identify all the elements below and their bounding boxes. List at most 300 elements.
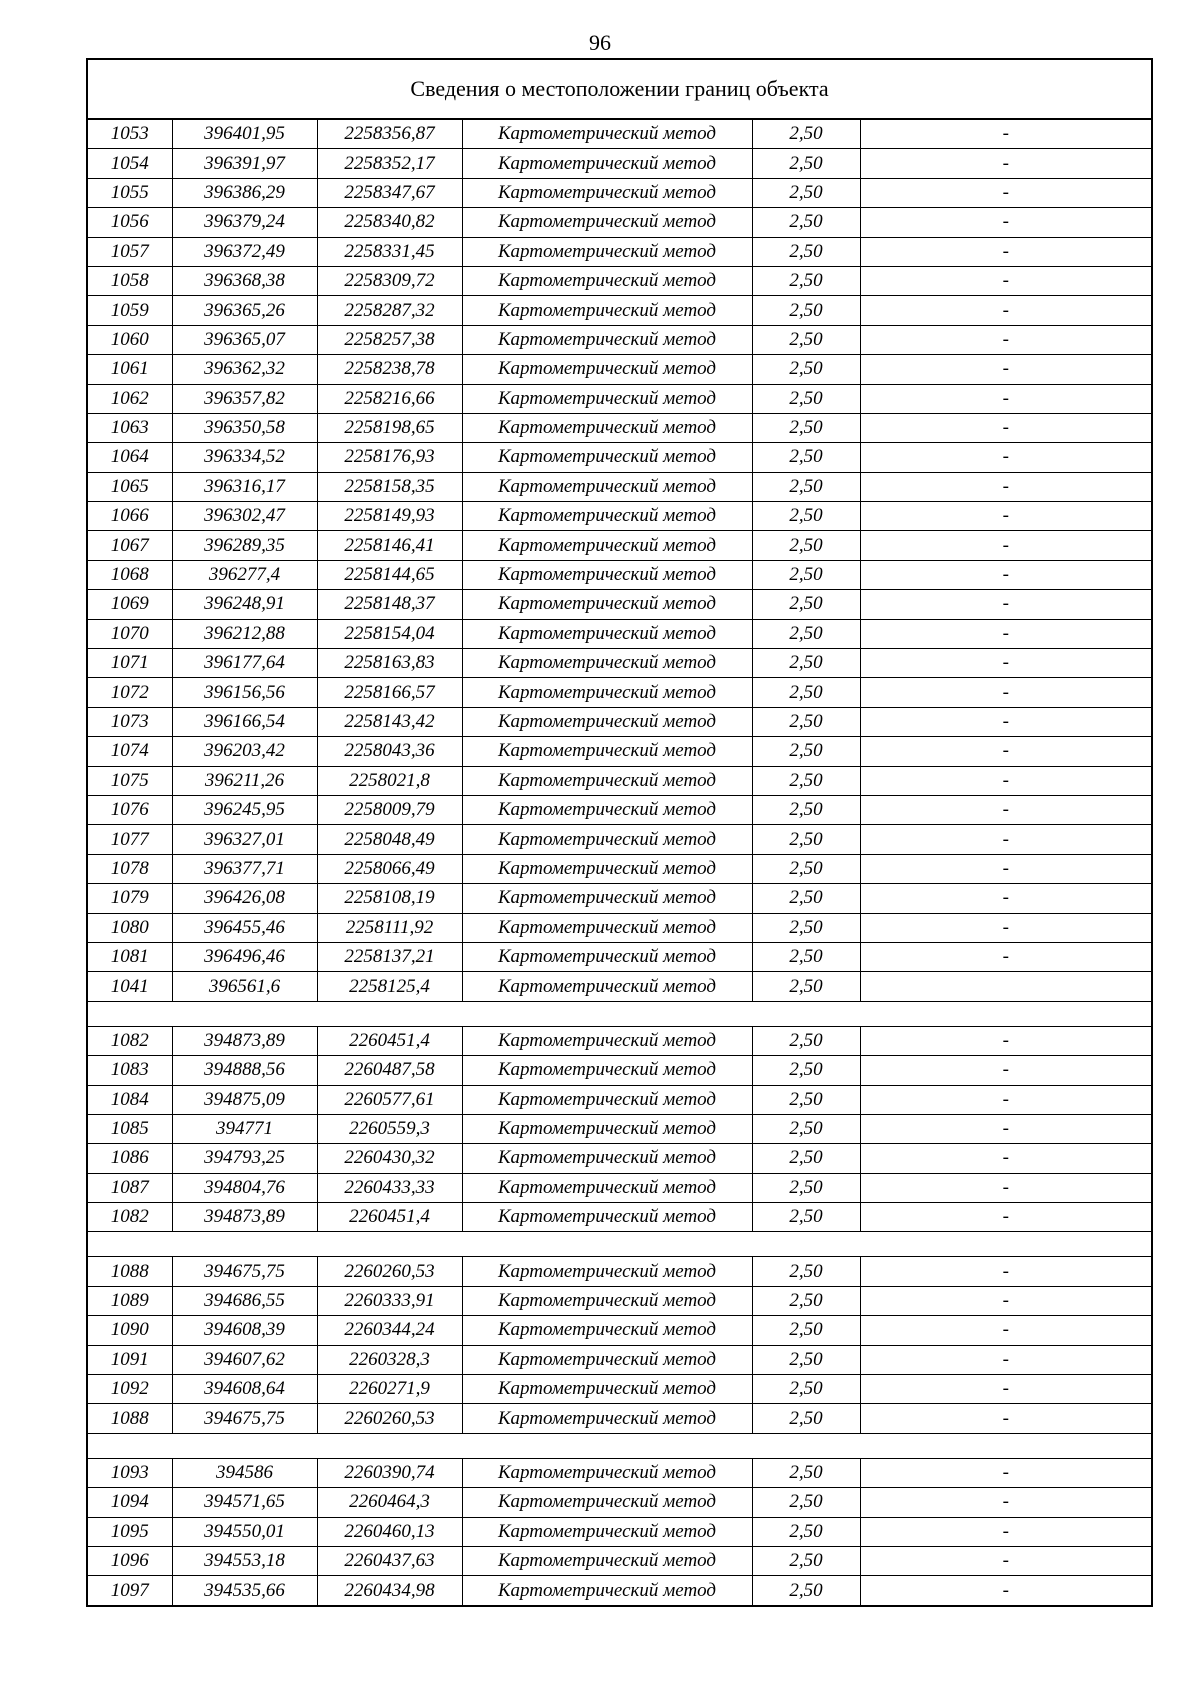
- precision-cell: 2,50: [752, 972, 860, 1001]
- table-row: [87, 1316, 1152, 1345]
- description-cell: -: [860, 413, 1152, 442]
- description-cell: -: [860, 237, 1152, 266]
- precision-cell: 2,50: [752, 472, 860, 501]
- y-coordinate-cell: 2260559,3: [317, 1114, 462, 1143]
- description-cell: -: [860, 707, 1152, 736]
- point-number-cell: 1057: [87, 237, 172, 266]
- x-coordinate-cell: 394873,89: [172, 1026, 317, 1055]
- point-number-cell: 1061: [87, 355, 172, 384]
- table-row: [87, 1257, 1152, 1286]
- y-coordinate-cell: 2258356,87: [317, 119, 462, 149]
- y-coordinate-cell: 2258125,4: [317, 972, 462, 1001]
- table-row: [87, 1345, 1152, 1374]
- method-cell: Картометрический метод: [462, 972, 752, 1001]
- table-row: [87, 649, 1152, 678]
- group-separator-row: [87, 1433, 1152, 1458]
- precision-cell: 2,50: [752, 1546, 860, 1575]
- point-number-cell: 1083: [87, 1056, 172, 1085]
- y-coordinate-cell: 2260430,32: [317, 1144, 462, 1173]
- precision-cell: 2,50: [752, 942, 860, 971]
- table-title-row: [87, 59, 1152, 119]
- description-cell: -: [860, 1026, 1152, 1055]
- method-cell: Картометрический метод: [462, 1345, 752, 1374]
- point-number-cell: 1064: [87, 443, 172, 472]
- point-number-cell: 1075: [87, 766, 172, 795]
- precision-cell: 2,50: [752, 707, 860, 736]
- description-cell: -: [860, 384, 1152, 413]
- y-coordinate-cell: 2258137,21: [317, 942, 462, 971]
- description-cell: -: [860, 649, 1152, 678]
- point-number-cell: 1073: [87, 707, 172, 736]
- table-row: [87, 384, 1152, 413]
- point-number-cell: 1063: [87, 413, 172, 442]
- description-cell: -: [860, 560, 1152, 589]
- description-cell: -: [860, 325, 1152, 354]
- x-coordinate-cell: 396166,54: [172, 707, 317, 736]
- point-number-cell: 1041: [87, 972, 172, 1001]
- y-coordinate-cell: 2260487,58: [317, 1056, 462, 1085]
- y-coordinate-cell: 2258043,36: [317, 737, 462, 766]
- x-coordinate-cell: 396362,32: [172, 355, 317, 384]
- description-cell: -: [860, 678, 1152, 707]
- point-number-cell: 1095: [87, 1517, 172, 1546]
- description-cell: -: [860, 1488, 1152, 1517]
- x-coordinate-cell: 394675,75: [172, 1404, 317, 1433]
- precision-cell: 2,50: [752, 913, 860, 942]
- method-cell: Картометрический метод: [462, 737, 752, 766]
- y-coordinate-cell: 2258108,19: [317, 884, 462, 913]
- description-cell: -: [860, 1546, 1152, 1575]
- y-coordinate-cell: 2260451,4: [317, 1203, 462, 1232]
- description-cell: -: [860, 208, 1152, 237]
- point-number-cell: 1069: [87, 590, 172, 619]
- page-number: 96: [589, 30, 611, 55]
- x-coordinate-cell: 396365,07: [172, 325, 317, 354]
- y-coordinate-cell: 2258048,49: [317, 825, 462, 854]
- description-cell: -: [860, 619, 1152, 648]
- table-row: [87, 795, 1152, 824]
- description-cell: -: [860, 1286, 1152, 1315]
- table-row: [87, 472, 1152, 501]
- table-row: [87, 1286, 1152, 1315]
- point-number-cell: 1078: [87, 854, 172, 883]
- point-number-cell: 1058: [87, 266, 172, 295]
- x-coordinate-cell: 396248,91: [172, 590, 317, 619]
- y-coordinate-cell: 2258143,42: [317, 707, 462, 736]
- table-row: [87, 1173, 1152, 1202]
- y-coordinate-cell: 2258352,17: [317, 149, 462, 178]
- table-row: [87, 766, 1152, 795]
- description-cell: -: [860, 1056, 1152, 1085]
- x-coordinate-cell: 396401,95: [172, 119, 317, 149]
- method-cell: Картометрический метод: [462, 619, 752, 648]
- point-number-cell: 1077: [87, 825, 172, 854]
- table-row: [87, 884, 1152, 913]
- precision-cell: 2,50: [752, 237, 860, 266]
- method-cell: Картометрический метод: [462, 502, 752, 531]
- table-row: [87, 413, 1152, 442]
- point-number-cell: 1076: [87, 795, 172, 824]
- precision-cell: 2,50: [752, 590, 860, 619]
- method-cell: Картометрический метод: [462, 1026, 752, 1055]
- description-cell: -: [860, 825, 1152, 854]
- group-separator-row: [87, 1232, 1152, 1257]
- y-coordinate-cell: 2260390,74: [317, 1458, 462, 1487]
- point-number-cell: 1081: [87, 942, 172, 971]
- table-row: [87, 590, 1152, 619]
- method-cell: Картометрический метод: [462, 413, 752, 442]
- point-number-cell: 1056: [87, 208, 172, 237]
- method-cell: Картометрический метод: [462, 531, 752, 560]
- table-row: [87, 119, 1152, 149]
- method-cell: Картометрический метод: [462, 178, 752, 207]
- method-cell: Картометрический метод: [462, 325, 752, 354]
- point-number-cell: 1091: [87, 1345, 172, 1374]
- x-coordinate-cell: 396212,88: [172, 619, 317, 648]
- x-coordinate-cell: 396177,64: [172, 649, 317, 678]
- x-coordinate-cell: 394873,89: [172, 1203, 317, 1232]
- precision-cell: 2,50: [752, 1576, 860, 1606]
- description-cell: -: [860, 884, 1152, 913]
- table-row: [87, 1056, 1152, 1085]
- precision-cell: 2,50: [752, 1286, 860, 1315]
- x-coordinate-cell: 396377,71: [172, 854, 317, 883]
- method-cell: Картометрический метод: [462, 472, 752, 501]
- description-cell: -: [860, 1257, 1152, 1286]
- description-cell: -: [860, 942, 1152, 971]
- x-coordinate-cell: 394875,09: [172, 1085, 317, 1114]
- x-coordinate-cell: 396350,58: [172, 413, 317, 442]
- precision-cell: 2,50: [752, 1056, 860, 1085]
- method-cell: Картометрический метод: [462, 1173, 752, 1202]
- table-row: [87, 149, 1152, 178]
- description-cell: -: [860, 913, 1152, 942]
- point-number-cell: 1068: [87, 560, 172, 589]
- y-coordinate-cell: 2258238,78: [317, 355, 462, 384]
- method-cell: Картометрический метод: [462, 1576, 752, 1606]
- x-coordinate-cell: 394608,39: [172, 1316, 317, 1345]
- y-coordinate-cell: 2260260,53: [317, 1257, 462, 1286]
- table-row: [87, 1144, 1152, 1173]
- point-number-cell: 1070: [87, 619, 172, 648]
- description-cell: -: [860, 1576, 1152, 1606]
- method-cell: Картометрический метод: [462, 913, 752, 942]
- table-row: [87, 825, 1152, 854]
- method-cell: Картометрический метод: [462, 795, 752, 824]
- x-coordinate-cell: 394586: [172, 1458, 317, 1487]
- description-cell: -: [860, 149, 1152, 178]
- point-number-cell: 1089: [87, 1286, 172, 1315]
- y-coordinate-cell: 2258149,93: [317, 502, 462, 531]
- precision-cell: 2,50: [752, 1345, 860, 1374]
- description-cell: -: [860, 1203, 1152, 1232]
- table-row: [87, 854, 1152, 883]
- x-coordinate-cell: 394888,56: [172, 1056, 317, 1085]
- precision-cell: 2,50: [752, 1026, 860, 1055]
- description-cell: -: [860, 472, 1152, 501]
- table-row: [87, 1375, 1152, 1404]
- y-coordinate-cell: 2258146,41: [317, 531, 462, 560]
- y-coordinate-cell: 2260271,9: [317, 1375, 462, 1404]
- y-coordinate-cell: 2258163,83: [317, 649, 462, 678]
- x-coordinate-cell: 394553,18: [172, 1546, 317, 1575]
- x-coordinate-cell: 396357,82: [172, 384, 317, 413]
- precision-cell: 2,50: [752, 884, 860, 913]
- point-number-cell: 1082: [87, 1203, 172, 1232]
- x-coordinate-cell: 396156,56: [172, 678, 317, 707]
- method-cell: Картометрический метод: [462, 590, 752, 619]
- y-coordinate-cell: 2258340,82: [317, 208, 462, 237]
- y-coordinate-cell: 2258144,65: [317, 560, 462, 589]
- method-cell: Картометрический метод: [462, 355, 752, 384]
- table-row: [87, 296, 1152, 325]
- table-row: [87, 325, 1152, 354]
- method-cell: Картометрический метод: [462, 1056, 752, 1085]
- table-body: [87, 59, 1152, 1606]
- method-cell: Картометрический метод: [462, 1546, 752, 1575]
- table-row: [87, 1458, 1152, 1487]
- y-coordinate-cell: 2258257,38: [317, 325, 462, 354]
- description-cell: -: [860, 1375, 1152, 1404]
- precision-cell: 2,50: [752, 119, 860, 149]
- y-coordinate-cell: 2260333,91: [317, 1286, 462, 1315]
- point-number-cell: 1055: [87, 178, 172, 207]
- y-coordinate-cell: 2258111,92: [317, 913, 462, 942]
- x-coordinate-cell: 394771: [172, 1114, 317, 1143]
- x-coordinate-cell: 396211,26: [172, 766, 317, 795]
- y-coordinate-cell: 2260460,13: [317, 1517, 462, 1546]
- point-number-cell: 1080: [87, 913, 172, 942]
- y-coordinate-cell: 2258009,79: [317, 795, 462, 824]
- y-coordinate-cell: 2260437,63: [317, 1546, 462, 1575]
- method-cell: Картометрический метод: [462, 825, 752, 854]
- x-coordinate-cell: 396455,46: [172, 913, 317, 942]
- point-number-cell: 1090: [87, 1316, 172, 1345]
- point-number-cell: 1094: [87, 1488, 172, 1517]
- description-cell: -: [860, 502, 1152, 531]
- precision-cell: 2,50: [752, 296, 860, 325]
- group-separator-row: [87, 1001, 1152, 1026]
- x-coordinate-cell: 396379,24: [172, 208, 317, 237]
- table-row: [87, 178, 1152, 207]
- table-row: [87, 1026, 1152, 1055]
- table-row: [87, 737, 1152, 766]
- precision-cell: 2,50: [752, 1488, 860, 1517]
- description-cell: -: [860, 178, 1152, 207]
- table-row: [87, 1114, 1152, 1143]
- method-cell: Картометрический метод: [462, 296, 752, 325]
- description-cell: -: [860, 1345, 1152, 1374]
- precision-cell: 2,50: [752, 355, 860, 384]
- table-row: [87, 443, 1152, 472]
- precision-cell: 2,50: [752, 1114, 860, 1143]
- description-cell: -: [860, 795, 1152, 824]
- precision-cell: 2,50: [752, 1203, 860, 1232]
- method-cell: Картометрический метод: [462, 384, 752, 413]
- x-coordinate-cell: 394686,55: [172, 1286, 317, 1315]
- description-cell: -: [860, 266, 1152, 295]
- precision-cell: 2,50: [752, 1085, 860, 1114]
- boundary-coordinates-table: [86, 58, 1153, 1607]
- separator-cell: [87, 1001, 1152, 1026]
- point-number-cell: 1096: [87, 1546, 172, 1575]
- point-number-cell: 1082: [87, 1026, 172, 1055]
- point-number-cell: 1066: [87, 502, 172, 531]
- precision-cell: 2,50: [752, 825, 860, 854]
- x-coordinate-cell: 396245,95: [172, 795, 317, 824]
- y-coordinate-cell: 2258198,65: [317, 413, 462, 442]
- y-coordinate-cell: 2258166,57: [317, 678, 462, 707]
- x-coordinate-cell: 396203,42: [172, 737, 317, 766]
- x-coordinate-cell: 396316,17: [172, 472, 317, 501]
- table-row: [87, 531, 1152, 560]
- y-coordinate-cell: 2260451,4: [317, 1026, 462, 1055]
- description-cell: -: [860, 737, 1152, 766]
- point-number-cell: 1084: [87, 1085, 172, 1114]
- precision-cell: 2,50: [752, 1257, 860, 1286]
- x-coordinate-cell: 396334,52: [172, 443, 317, 472]
- table-row: [87, 1517, 1152, 1546]
- y-coordinate-cell: 2258176,93: [317, 443, 462, 472]
- table-row: [87, 502, 1152, 531]
- description-cell: [860, 972, 1152, 1001]
- y-coordinate-cell: 2258158,35: [317, 472, 462, 501]
- precision-cell: 2,50: [752, 413, 860, 442]
- x-coordinate-cell: 394608,64: [172, 1375, 317, 1404]
- description-cell: -: [860, 854, 1152, 883]
- precision-cell: 2,50: [752, 795, 860, 824]
- table-row: [87, 913, 1152, 942]
- point-number-cell: 1079: [87, 884, 172, 913]
- point-number-cell: 1093: [87, 1458, 172, 1487]
- y-coordinate-cell: 2260328,3: [317, 1345, 462, 1374]
- method-cell: Картометрический метод: [462, 649, 752, 678]
- method-cell: Картометрический метод: [462, 1517, 752, 1546]
- method-cell: Картометрический метод: [462, 854, 752, 883]
- precision-cell: 2,50: [752, 560, 860, 589]
- y-coordinate-cell: 2258216,66: [317, 384, 462, 413]
- description-cell: -: [860, 590, 1152, 619]
- table-row: [87, 1488, 1152, 1517]
- method-cell: Картометрический метод: [462, 149, 752, 178]
- description-cell: -: [860, 1085, 1152, 1114]
- x-coordinate-cell: 396277,4: [172, 560, 317, 589]
- x-coordinate-cell: 394571,65: [172, 1488, 317, 1517]
- x-coordinate-cell: 396327,01: [172, 825, 317, 854]
- method-cell: Картометрический метод: [462, 266, 752, 295]
- method-cell: Картометрический метод: [462, 1085, 752, 1114]
- y-coordinate-cell: 2258154,04: [317, 619, 462, 648]
- point-number-cell: 1054: [87, 149, 172, 178]
- precision-cell: 2,50: [752, 178, 860, 207]
- precision-cell: 2,50: [752, 1144, 860, 1173]
- precision-cell: 2,50: [752, 649, 860, 678]
- y-coordinate-cell: 2260260,53: [317, 1404, 462, 1433]
- y-coordinate-cell: 2260344,24: [317, 1316, 462, 1345]
- precision-cell: 2,50: [752, 1458, 860, 1487]
- table-row: [87, 266, 1152, 295]
- table-row: [87, 1085, 1152, 1114]
- point-number-cell: 1072: [87, 678, 172, 707]
- precision-cell: 2,50: [752, 502, 860, 531]
- x-coordinate-cell: 396289,35: [172, 531, 317, 560]
- table-row: [87, 707, 1152, 736]
- description-cell: -: [860, 119, 1152, 149]
- precision-cell: 2,50: [752, 766, 860, 795]
- description-cell: -: [860, 443, 1152, 472]
- y-coordinate-cell: 2258021,8: [317, 766, 462, 795]
- x-coordinate-cell: 394804,76: [172, 1173, 317, 1202]
- point-number-cell: 1074: [87, 737, 172, 766]
- method-cell: Картометрический метод: [462, 443, 752, 472]
- point-number-cell: 1092: [87, 1375, 172, 1404]
- point-number-cell: 1088: [87, 1257, 172, 1286]
- y-coordinate-cell: 2258309,72: [317, 266, 462, 295]
- table-title: Сведения о местоположении границ объекта: [87, 59, 1152, 119]
- description-cell: -: [860, 1144, 1152, 1173]
- point-number-cell: 1062: [87, 384, 172, 413]
- table-row: [87, 560, 1152, 589]
- method-cell: Картометрический метод: [462, 1203, 752, 1232]
- x-coordinate-cell: 394550,01: [172, 1517, 317, 1546]
- x-coordinate-cell: 394535,66: [172, 1576, 317, 1606]
- y-coordinate-cell: 2260434,98: [317, 1576, 462, 1606]
- precision-cell: 2,50: [752, 737, 860, 766]
- table-row: [87, 208, 1152, 237]
- description-cell: -: [860, 1458, 1152, 1487]
- table-row: [87, 942, 1152, 971]
- description-cell: -: [860, 296, 1152, 325]
- x-coordinate-cell: 394675,75: [172, 1257, 317, 1286]
- point-number-cell: 1059: [87, 296, 172, 325]
- x-coordinate-cell: 396368,38: [172, 266, 317, 295]
- y-coordinate-cell: 2260577,61: [317, 1085, 462, 1114]
- point-number-cell: 1065: [87, 472, 172, 501]
- description-cell: -: [860, 355, 1152, 384]
- method-cell: Картометрический метод: [462, 707, 752, 736]
- method-cell: Картометрический метод: [462, 560, 752, 589]
- precision-cell: 2,50: [752, 384, 860, 413]
- y-coordinate-cell: 2260433,33: [317, 1173, 462, 1202]
- point-number-cell: 1088: [87, 1404, 172, 1433]
- method-cell: Картометрический метод: [462, 1316, 752, 1345]
- separator-cell: [87, 1232, 1152, 1257]
- x-coordinate-cell: 396426,08: [172, 884, 317, 913]
- point-number-cell: 1087: [87, 1173, 172, 1202]
- precision-cell: 2,50: [752, 619, 860, 648]
- method-cell: Картометрический метод: [462, 884, 752, 913]
- y-coordinate-cell: 2258148,37: [317, 590, 462, 619]
- description-cell: -: [860, 531, 1152, 560]
- table-row: [87, 1576, 1152, 1606]
- method-cell: Картометрический метод: [462, 1458, 752, 1487]
- point-number-cell: 1060: [87, 325, 172, 354]
- method-cell: Картометрический метод: [462, 1114, 752, 1143]
- method-cell: Картометрический метод: [462, 1488, 752, 1517]
- description-cell: -: [860, 766, 1152, 795]
- precision-cell: 2,50: [752, 149, 860, 178]
- method-cell: Картометрический метод: [462, 1286, 752, 1315]
- description-cell: -: [860, 1316, 1152, 1345]
- x-coordinate-cell: 396365,26: [172, 296, 317, 325]
- table-row: [87, 237, 1152, 266]
- table-row: [87, 355, 1152, 384]
- precision-cell: 2,50: [752, 678, 860, 707]
- precision-cell: 2,50: [752, 1517, 860, 1546]
- table-row: [87, 1546, 1152, 1575]
- point-number-cell: 1067: [87, 531, 172, 560]
- y-coordinate-cell: 2260464,3: [317, 1488, 462, 1517]
